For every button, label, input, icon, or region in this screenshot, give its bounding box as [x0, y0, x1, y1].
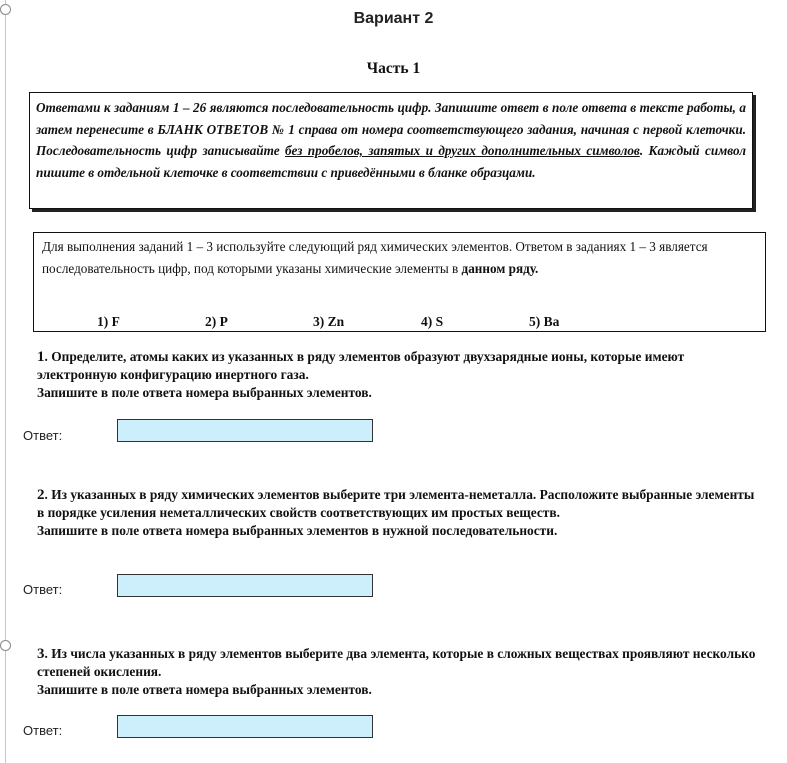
answer-field-1[interactable] [117, 419, 373, 442]
question-2 [37, 486, 757, 540]
question-number: 3 [37, 646, 45, 662]
answer-label: Ответ: [23, 582, 63, 597]
instructions-text: Ответами к заданиям 1 – 26 являются последовательность цифр. Запишите ответ в поле ответа в тексте работы, а затем перенесите в БЛАНК ОТВЕТОВ № 1 справа от номера соответствующего задания, начиная с первой клеточки. Последовательность цифр записывайте [36, 100, 746, 158]
element-item: 1) F [97, 314, 120, 329]
question-instruction: Запишите в поле ответа номера выбранных элементов. [37, 385, 372, 400]
margin-handle-icon[interactable] [0, 640, 11, 651]
question-number: 1 [37, 349, 45, 365]
question-3 [37, 645, 757, 699]
element-item: 3) Zn [313, 314, 345, 329]
answer-field-3[interactable] [117, 715, 373, 738]
element-item: 4) S [421, 314, 444, 329]
elements-intro: Для выполнения заданий 1 – 3 используйте следующий ряд химических элементов. Ответом в заданиях 1 – 3 является последовательность цифр, под которыми указаны химические элементы в [42, 239, 708, 276]
question-text: . Определите, атомы каких из указанных в ряду элементов образуют двухзарядные ионы, которые имеют электронную конфигурацию инертного газа. [37, 349, 685, 382]
question-text: . Из указанных в ряду химических элементов выберите три элемента-неметалла. Расположите выбранные элементы в порядке усиления неметаллических свойств соответствующих им простых веществ. [37, 487, 755, 520]
answer-label: Ответ: [23, 723, 63, 738]
element-list [34, 311, 765, 331]
elements-intro-bold: данном ряду. [461, 260, 539, 276]
element-item: 5) Ba [529, 314, 560, 329]
part-heading: Часть 1 [366, 60, 421, 77]
question-instruction: Запишите в поле ответа номера выбранных элементов в нужной последовательности. [37, 523, 558, 538]
instructions-box [29, 92, 753, 209]
elements-box [33, 232, 766, 332]
page-title: Вариант 2 [353, 10, 434, 27]
question-number: 2 [37, 487, 45, 503]
element-item: 2) P [205, 314, 228, 329]
instructions-underlined: без пробелов, запятых и других дополнительных символов [284, 143, 640, 158]
answer-label: Ответ: [23, 428, 63, 443]
question-1 [37, 348, 757, 402]
question-instruction: Запишите в поле ответа номера выбранных элементов. [37, 682, 372, 697]
question-text: . Из числа указанных в ряду элементов выберите два элемента, которые в сложных веществах проявляют несколько степеней окисления. [37, 646, 756, 679]
instructions-text-end: . Каждый символ пишите в отдельной клеточке в соответствии с приведёнными в бланке образцами. [36, 143, 747, 180]
answer-field-2[interactable] [117, 574, 373, 597]
